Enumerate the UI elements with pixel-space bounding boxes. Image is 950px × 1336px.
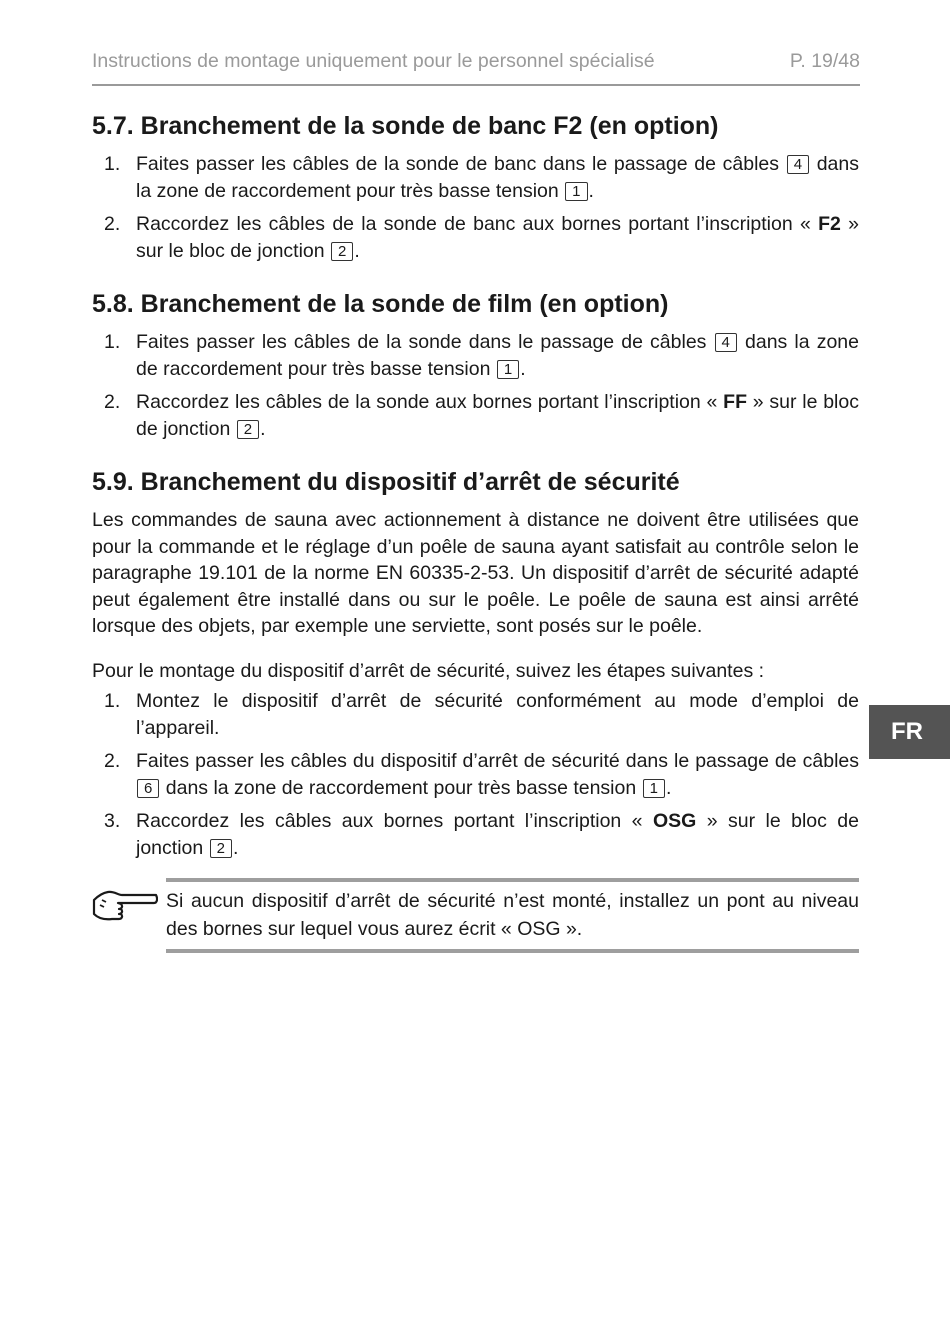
step-list: [92, 329, 859, 443]
section-heading: 5.8. Branchement de la sonde de film (en option): [92, 290, 669, 318]
step-text: .: [520, 358, 526, 380]
section-5-9: [92, 466, 859, 953]
step-text: .: [588, 180, 594, 202]
step-text: .: [354, 240, 360, 262]
section-heading: 5.7. Branchement de la sonde de banc F2 (en option): [92, 112, 719, 140]
step-text: .: [232, 837, 239, 859]
step-text: .: [260, 418, 266, 440]
section-paragraph: Les commandes de sauna avec actionnement à distance ne doivent être utilisées que pour la commande et le réglage d’un poêle de sauna ayant satisfait au contrôle selon le paragraphe 19.101 de la norme EN 60335-2-53. Un dispositif d’arrêt de sécurité adapté peut également être installé dans ou sur le poêle. Le poêle de sauna est ainsi arrêté lorsque des objets, par exemple une serviette, sont posés sur le poêle.: [92, 509, 859, 637]
component-ref-box: 4: [787, 155, 809, 174]
step-item: [92, 151, 859, 205]
step-item: [92, 211, 859, 265]
step-text: Raccordez les câbles de la sonde de banc aux bornes portant l’inscription «: [136, 213, 819, 235]
component-ref-box: 1: [497, 360, 519, 379]
step-text: » sur le bloc de jonction: [136, 213, 859, 262]
section-5-8: [92, 288, 859, 443]
page-header: [92, 50, 860, 86]
page-content: [92, 110, 859, 976]
note-callout: [92, 878, 859, 953]
step-text: Montez le dispositif d’arrêt de sécurité conformément au mode d’emploi de l’appareil.: [136, 690, 859, 739]
step-item: [92, 808, 859, 862]
step-item: [92, 329, 859, 383]
steps-intro: Pour le montage du dispositif d’arrêt de sécurité, suivez les étapes suivantes :: [92, 659, 765, 682]
step-number: 1.: [104, 153, 121, 175]
section-heading: 5.9. Branchement du dispositif d’arrêt de sécurité: [92, 468, 680, 496]
step-number: 3.: [104, 810, 121, 832]
step-list: [92, 688, 859, 862]
note-text: Si aucun dispositif d’arrêt de sécurité n’est monté, installez un pont au niveau des bornes sur lequel vous aurez écrit « OSG ».: [166, 878, 859, 953]
language-tab: FR: [869, 705, 950, 759]
step-text: Faites passer les câbles de la sonde de banc dans le passage de câbles: [136, 153, 786, 175]
component-ref-box: 6: [137, 779, 159, 798]
step-text: » sur le bloc de jonction: [136, 391, 859, 440]
header-title: Instructions de montage uniquement pour le personnel spécialisé: [92, 50, 655, 72]
component-ref-box: 2: [210, 839, 232, 858]
step-text: .: [665, 777, 672, 799]
step-text: Faites passer les câbles de la sonde dans le passage de câbles: [136, 331, 714, 353]
step-number: 1.: [104, 690, 121, 712]
step-text: Raccordez les câbles aux bornes portant l’inscription «: [136, 810, 653, 832]
step-list: [92, 151, 859, 265]
step-item: [92, 748, 859, 802]
step-text: dans la zone de raccordement pour très basse tension: [136, 153, 859, 202]
component-ref-box: 1: [565, 182, 587, 201]
step-text: Faites passer les câbles du dispositif d’arrêt de sécurité dans le passage de câbles: [136, 750, 859, 772]
page-number: P. 19/48: [789, 50, 860, 72]
step-number: 2.: [104, 391, 121, 413]
component-ref-box: 4: [715, 333, 737, 352]
component-ref-box: 2: [331, 242, 353, 261]
component-ref-box: 1: [643, 779, 665, 798]
step-number: 2.: [104, 213, 121, 235]
pointing-hand-icon: [92, 888, 158, 922]
step-number: 1.: [104, 331, 121, 353]
terminal-label: FF: [723, 391, 747, 413]
component-ref-box: 2: [237, 420, 259, 439]
step-text: dans la zone de raccordement pour très basse tension: [160, 777, 642, 799]
step-text: Raccordez les câbles de la sonde aux bornes portant l’inscription «: [136, 391, 724, 413]
terminal-label: F2: [818, 213, 841, 235]
section-5-7: [92, 110, 859, 265]
step-number: 2.: [104, 750, 121, 772]
step-item: [92, 389, 859, 443]
terminal-label: OSG: [652, 810, 697, 832]
step-item: [92, 688, 859, 742]
step-text: dans la zone de raccordement pour très basse tension: [136, 331, 859, 380]
step-text: » sur le bloc de jonction: [136, 810, 859, 859]
